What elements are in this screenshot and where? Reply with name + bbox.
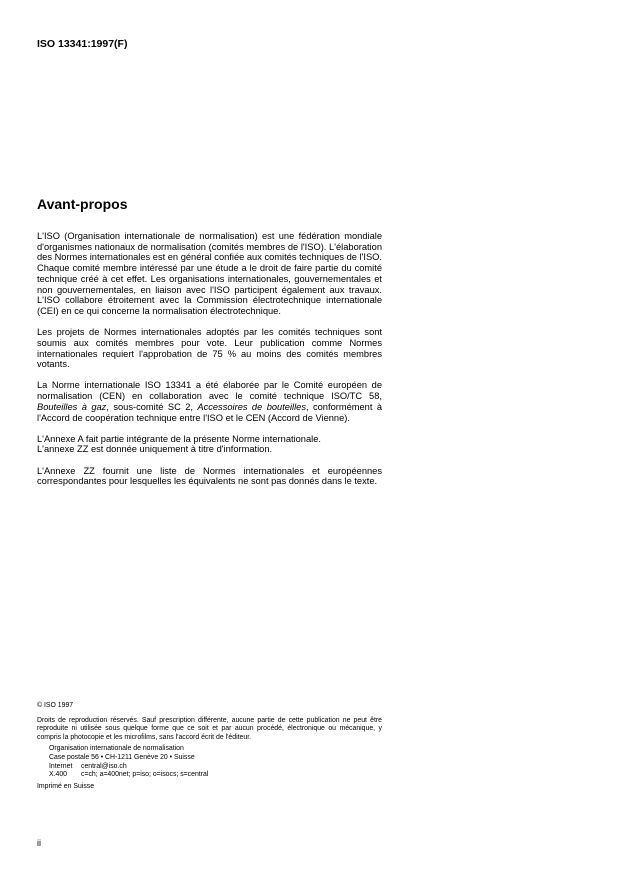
document-id: ISO 13341:1997(F) (37, 38, 128, 50)
committee-title: Bouteilles à gaz (37, 401, 107, 412)
x400-line (49, 771, 382, 780)
paragraph-5: L'Annexe ZZ fournit une liste de Normes internationales et européennes correspondantes pour lesquelles les équivalents ne sont pas donnés dans le texte. (37, 465, 382, 487)
postal-address: Case postale 56 • CH-1211 Genève 20 • Suisse (49, 753, 195, 761)
paragraph-3 (37, 380, 382, 423)
foreword-body (37, 231, 382, 498)
paragraph-3-text-b: , sous-comité SC 2, (106, 401, 198, 412)
printed-in: Imprimé en Suisse (37, 782, 95, 790)
organisation-name: Organisation internationale de normalisation (49, 745, 184, 753)
internet-value: central@iso.ch (81, 762, 127, 770)
copyright-footer (37, 702, 382, 791)
rights-notice: Droits de reproduction réservés. Sauf prescription différente, aucune partie de cette publication ne peut être reproduite ni utilisée sous quelque forme que ce soit et par aucun procédé, électronique ou mécanique, y compris la photocopie et les microfilms, sans l'accord écrit de l'éditeur. (37, 716, 382, 741)
internet-label: Internet (49, 762, 73, 770)
x400-label: X.400 (49, 771, 68, 779)
copyright-line: © ISO 1997 (37, 702, 74, 709)
paragraph-1: L'ISO (Organisation internationale de normalisation) est une fédération mondiale d'organismes nationaux de normalisation (comités membres de l'ISO). L'élaboration des Normes internationales est en général confiée aux comités techniques de l'ISO. Chaque comité membre intéressé par une étude a le droit de faire partie du comité technique créé à cet effet. Les organisations internationales, gouvernementales et non gouvernementales, en liaison avec l'ISO participent également aux travaux. L'ISO collabore étroitement avec la Commission électrotechnique internationale (CEI) en ce qui concerne la normalisation électrotechnique. (37, 231, 382, 316)
x400-value: c=ch; a=400net; p=iso; o=isocs; s=central (81, 771, 209, 779)
paragraph-3-text-a: La Norme internationale ISO 13341 a été élaborée par le Comité européen de normalisation (CEN) en collaboration avec le comité technique ISO/TC 58, (37, 380, 382, 402)
subcommittee-title: Accessoires de bouteilles (197, 401, 306, 412)
paragraph-4 (37, 434, 382, 455)
paragraph-2: Les projets de Normes internationales adoptés par les comités techniques sont soumis aux comités membres pour vote. Leur publication comme Normes internationales requiert l'approbation de 75 % au moins des comités membres votants. (37, 327, 382, 370)
paragraph-3-text-c: , conformément à l'Accord de coopération technique entre l'ISO et le CEN (Accord de Vienne). (37, 401, 383, 423)
paragraph-4-line-2: L'annexe ZZ est donnée uniquement à titre d'information. (37, 444, 273, 455)
paragraph-4-line-1: L'Annexe A fait partie intégrante de la présente Norme internationale. (37, 433, 321, 444)
section-title: Avant-propos (37, 196, 128, 212)
page-number: ii (37, 838, 41, 848)
address-block (37, 745, 382, 779)
internet-line (49, 763, 382, 772)
document-header (37, 38, 127, 50)
